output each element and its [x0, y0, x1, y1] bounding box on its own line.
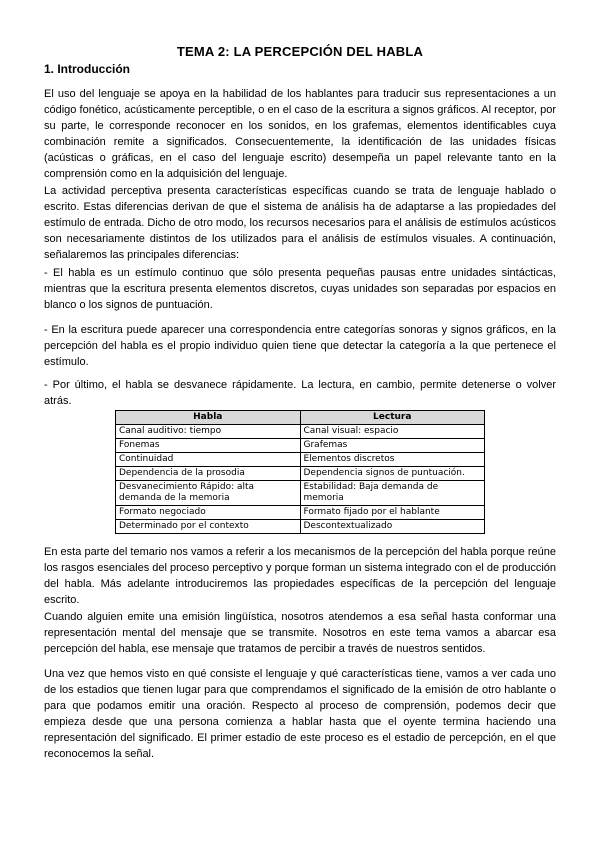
table-cell: Formato negociado — [116, 506, 301, 520]
page-title: TEMA 2: LA PERCEPCIÓN DEL HABLA — [176, 44, 424, 59]
table-row — [116, 425, 485, 439]
table-cell: Fonemas — [116, 439, 301, 453]
table-row — [116, 520, 485, 534]
comparison-table — [115, 410, 485, 534]
table-cell: Dependencia de la prosodia — [116, 467, 301, 481]
paragraph: - Por último, el habla se desvanece rápidamente. La lectura, en cambio, permite detenerse o volver atrás. — [44, 379, 556, 407]
paragraph: En esta parte del temario nos vamos a referir a los mecanismos de la percepción del habla porque reúne los rasgos esenciales del proceso perceptivo y porque forman un sistema integrado con el de producción del habla. Más adelante introduciremos las propiedades específicas de la percepción del lenguaje escrito. — [44, 546, 556, 606]
table-row — [116, 481, 485, 506]
table-cell: Canal visual: espacio — [300, 425, 485, 439]
table-cell: Grafemas — [300, 439, 485, 453]
paragraph: El uso del lenguaje se apoya en la habilidad de los hablantes para traducir sus representaciones a un código fonético, acústicamente perceptible, o en el caso de la escritura a signos gráficos. Al receptor, por su parte, le corresponde reconocer en los sonidos, en los grafemas, elementos identificables cuya combinación remite a significados. Consecuentemente, la identificación de las unidades físicas (acústicas o gráficas, en el caso del lenguaje escrito) desempeña un papel relevante tanto en la comprensión como en la adquisición del lenguaje. — [44, 88, 556, 180]
table-header-lectura: Lectura — [300, 411, 485, 425]
table-header-habla: Habla — [116, 411, 301, 425]
paragraph: - El habla es un estímulo continuo que sólo presenta pequeñas pausas entre unidades sintácticas, mientras que la escritura presenta elementos discretos, cuyas unidades son separadas por espacios en blanco o los signos de puntuación. — [44, 267, 556, 311]
table-row — [116, 506, 485, 520]
table-cell: Estabilidad: Baja demanda de memoria — [300, 481, 485, 506]
paragraph: La actividad perceptiva presenta características específicas cuando se trata de lenguaje hablado o escrito. Estas diferencias derivan de que el sistema de análisis ha de adaptarse a las propiedades del estímulo de entrada. Dicho de otro modo, los recursos necesarios para el análisis de estímulos acústicos son necesariamente distintos de los utilizados para el análisis de estímulos visuales. A continuación, señalaremos las principales diferencias: — [44, 185, 556, 261]
table-row — [116, 467, 485, 481]
table-cell: Descontextualizado — [300, 520, 485, 534]
table-cell: Desvanecimiento Rápido: alta demanda de la memoria — [116, 481, 301, 506]
section-heading: 1. Introducción — [44, 62, 131, 76]
table-row — [116, 439, 485, 453]
paragraph: Una vez que hemos visto en qué consiste el lenguaje y qué características tiene, vamos a ver cada uno de los estadios que tienen lugar para que comprendamos el significado de la emisión de otro hablante o para que podamos emitir una oración. Respecto al proceso de comprensión, podemos decir que empieza desde que una persona comienza a hablar hasta que el oyente termina haciendo una representación del significado. El primer estadio de este proceso es el estadio de percepción, en el que reconocemos la señal. — [44, 668, 556, 760]
table-cell: Determinado por el contexto — [116, 520, 301, 534]
table-cell: Canal auditivo: tiempo — [116, 425, 301, 439]
table-header-row — [116, 411, 485, 425]
paragraph: - En la escritura puede aparecer una correspondencia entre categorías sonoras y signos gráficos, en la percepción del habla es el propio individuo quien tiene que detectar la categoría a la que pertenece el estímulo. — [44, 324, 556, 368]
table-cell: Dependencia signos de puntuación. — [300, 467, 485, 481]
table-row — [116, 453, 485, 467]
table-cell: Elementos discretos — [300, 453, 485, 467]
paragraph: Cuando alguien emite una emisión lingüística, nosotros atendemos a esa señal hasta conformar una representación mental del mensaje que se transmite. Nosotros en este tema vamos a abarcar esa percepción del habla, ese mensaje que tratamos de percibir a través de nuestros sentidos. — [44, 611, 556, 655]
table-cell: Formato fijado por el hablante — [300, 506, 485, 520]
table-cell: Continuidad — [116, 453, 301, 467]
